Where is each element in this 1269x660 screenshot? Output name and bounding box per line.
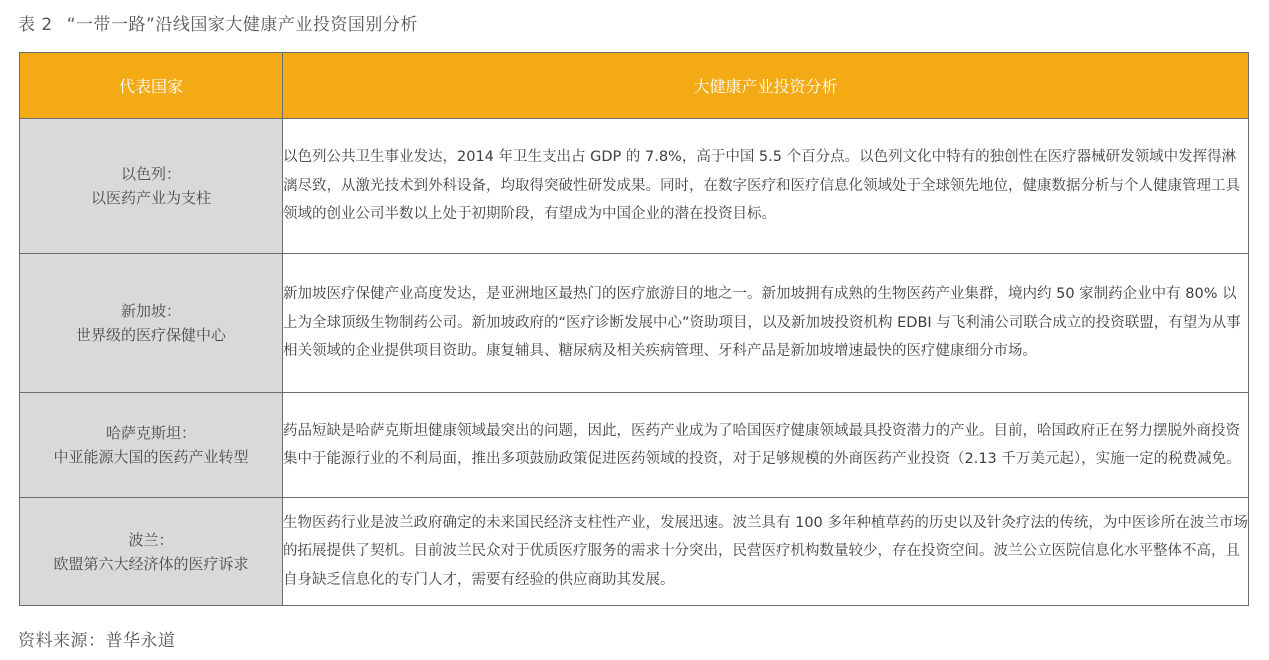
country-name: 新加坡： [120, 302, 181, 320]
table-row [20, 498, 1249, 606]
table-row [20, 393, 1249, 498]
country-name: 以色列： [120, 165, 181, 183]
country-cell [20, 393, 283, 498]
table-header-row [20, 53, 1249, 119]
table-number: 表 2 [18, 15, 53, 35]
analysis-cell: 药品短缺是哈萨克斯坦健康领域最突出的问题，因此，医药产业成为了哈国医疗健康领域最具投资潜力的产业。目前，哈国政府正在努力摆脱外商投资集中于能源行业的不利局面，推出多项鼓励政策促进医药领域的投资，对于足够规模的外商医药产业投资（2.13 千万美元起），实施一定的税费减免。 [283, 393, 1249, 498]
source-note: 资料来源：普华永道 [18, 631, 176, 651]
table-caption [18, 10, 418, 35]
country-subtitle: 以医药产业为支柱 [90, 189, 211, 207]
country-subtitle: 欧盟第六大经济体的医疗诉求 [53, 554, 249, 573]
country-name: 波兰： [128, 530, 174, 549]
analysis-cell: 生物医药行业是波兰政府确定的未来国民经济支柱性产业，发展迅速。波兰具有 100 多年种植草药的历史以及针灸疗法的传统，为中医诊所在波兰市场的拓展提供了契机。目前波兰民众对于优质医疗服务的需求十分突出，民营医疗机构数量较少，存在投资空间。波兰公立医院信息化水平整体不高，且自身缺乏信息化的专门人才，需要有经验的供应商助其发展。 [283, 498, 1249, 606]
table-title: “一带一路”沿线国家大健康产业投资国别分析 [66, 15, 418, 35]
country-cell [20, 119, 283, 254]
column-header-analysis: 大健康产业投资分析 [283, 53, 1249, 119]
country-subtitle: 世界级的医疗保健中心 [75, 326, 226, 344]
analysis-cell: 以色列公共卫生事业发达，2014 年卫生支出占 GDP 的 7.8%，高于中国 5.5 个百分点。以色列文化中特有的独创性在医疗器械研发领域中发挥得淋漓尽致，从激光技术到外科设备，均取得突破性研发成果。同时，在数字医疗和医疗信息化领域处于全球领先地位，健康数据分析与个人健康管理工具领域的创业公司半数以上处于初期阶段，有望成为中国企业的潜在投资目标。 [283, 119, 1249, 254]
country-cell [20, 254, 283, 393]
table-row [20, 119, 1249, 254]
investment-analysis-table [19, 52, 1249, 606]
analysis-cell: 新加坡医疗保健产业高度发达，是亚洲地区最热门的医疗旅游目的地之一。新加坡拥有成熟的生物医药产业集群，境内约 50 家制药企业中有 80% 以上为全球顶级生物制药公司。新加坡政府的“医疗诊断发展中心”资助项目，以及新加坡投资机构 EDBI 与飞利浦公司联合成立的投资联盟，有望为从事相关领域的企业提供项目资助。康复辅具、糖尿病及相关疾病管理、牙科产品是新加坡增速最快的医疗健康细分市场。 [283, 254, 1249, 393]
country-cell [20, 498, 283, 606]
country-name: 哈萨克斯坦： [105, 424, 196, 442]
column-header-country: 代表国家 [20, 53, 283, 119]
country-subtitle: 中亚能源大国的医药产业转型 [53, 448, 249, 466]
table-row [20, 254, 1249, 393]
